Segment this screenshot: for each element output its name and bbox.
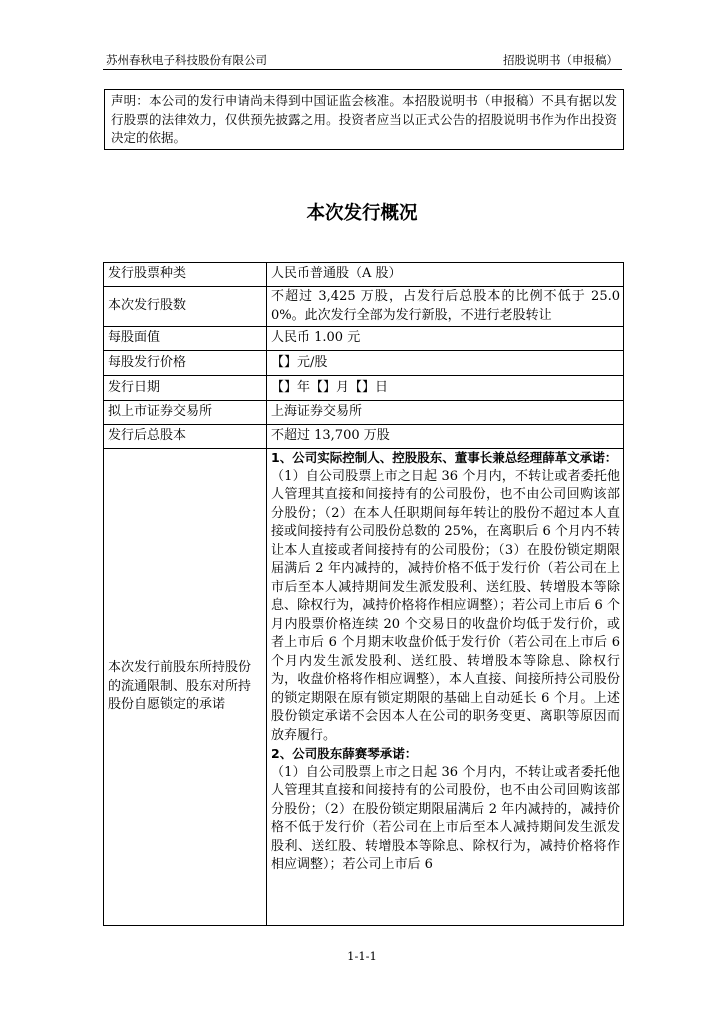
table-row <box>104 376 624 401</box>
row-label: 每股发行价格 <box>104 351 267 376</box>
row-value: 【】年【】月【】日 <box>267 376 624 401</box>
page-title: 本次发行概况 <box>306 203 418 224</box>
section-heading: 2、公司股东薛赛琴承诺： <box>271 746 418 761</box>
table-row <box>104 327 624 351</box>
row-value: 上海证券交易所 <box>267 401 624 425</box>
table-row <box>104 263 624 287</box>
section-heading: 1、公司实际控制人、控股股东、董事长兼总经理薛革文承诺： <box>271 450 618 465</box>
disclaimer-box <box>104 89 624 150</box>
row-label: 本次发行股数 <box>104 287 267 327</box>
row-label: 每股面值 <box>104 327 267 351</box>
header-doc-type: 招股说明书（申报稿） <box>503 53 618 67</box>
table-row <box>104 351 624 376</box>
row-value: 人民币 1.00 元 <box>267 327 624 351</box>
section-body: （1）自公司股票上市之日起 36 个月内，不转让或者委托他人管理其直接和间接持有的公司股份，也不由公司回购该部分股份；（2）在股份锁定期限届满后 2 年内减持的，减持价格不低于发行价（若公司在上市后至本人减持期间发生派发股利、送红股、转增股本等除息、除权行为，减持价格将作相应调整）；若公司上市后 6 <box>271 764 620 872</box>
header-company: 苏州春秋电子科技股份有限公司 <box>106 53 267 67</box>
table-row <box>104 449 624 926</box>
header-divider <box>103 69 622 70</box>
table-row <box>104 287 624 327</box>
commitment-label: 本次发行前股东所持股份的流通限制、股东对所持股份自愿锁定的承诺 <box>108 660 252 713</box>
row-label: 发行股票种类 <box>104 263 267 287</box>
row-value: 不超过 13,700 万股 <box>267 425 624 449</box>
page-number: 1-1-1 <box>347 949 377 963</box>
row-value: 人民币普通股（A 股） <box>267 263 624 287</box>
section-body: （1）自公司股票上市之日起 36 个月内，不转让或者委托他人管理其直接和间接持有的公司股份，也不由公司回购该部分股份；（2）在本人任职期间每年转让的股份不超过本人直接或间接持有公司股份总数的 25%，在离职后 6 个月内不转让本人直接或者间接持有的公司股份；（3）在股份锁定期限届满后 2 年内减持的，减持价格不低于发行价（若公司在上市后至本人减持期间发生派发股利、送红股、转增股本等除息、除权行为，减持价格将作相应调整）；若公司上市后 6 个月内股票价格连续 20 个交易日的收盘价均低于发行价，或者上市后 6 个月期末收盘价低于发行价（若公司在上市后 6 个月内发生派发股利、送红股、转增股本等除息、除权行为，收盘价格将作相应调整），本人直接、间接所持公司股份的锁定期限在原有锁定期限的基础上自动延长 6 个月。上述股份锁定承诺不会因本人在公司的职务变更、离职等原因而放弃履行。 <box>271 468 620 743</box>
disclaimer-text: 声明：本公司的发行申请尚未得到中国证监会核准。本招股说明书（申报稿）不具有据以发行股票的法律效力，仅供预先披露之用。投资者应当以正式公告的招股说明书作为作出投资决定的依据。 <box>111 93 617 145</box>
row-value: 【】元/股 <box>267 351 624 376</box>
commitment-content <box>271 449 620 925</box>
table-row <box>104 401 624 425</box>
row-label: 发行后总股本 <box>104 425 267 449</box>
table-row <box>104 425 624 449</box>
row-label: 拟上市证券交易所 <box>104 401 267 425</box>
row-label: 发行日期 <box>104 376 267 401</box>
row-value: 不超过 3,425 万股，占发行后总股本的比例不低于 25.00%。此次发行全部为发行新股，不进行老股转让 <box>271 289 620 323</box>
offering-overview-table <box>103 262 624 926</box>
